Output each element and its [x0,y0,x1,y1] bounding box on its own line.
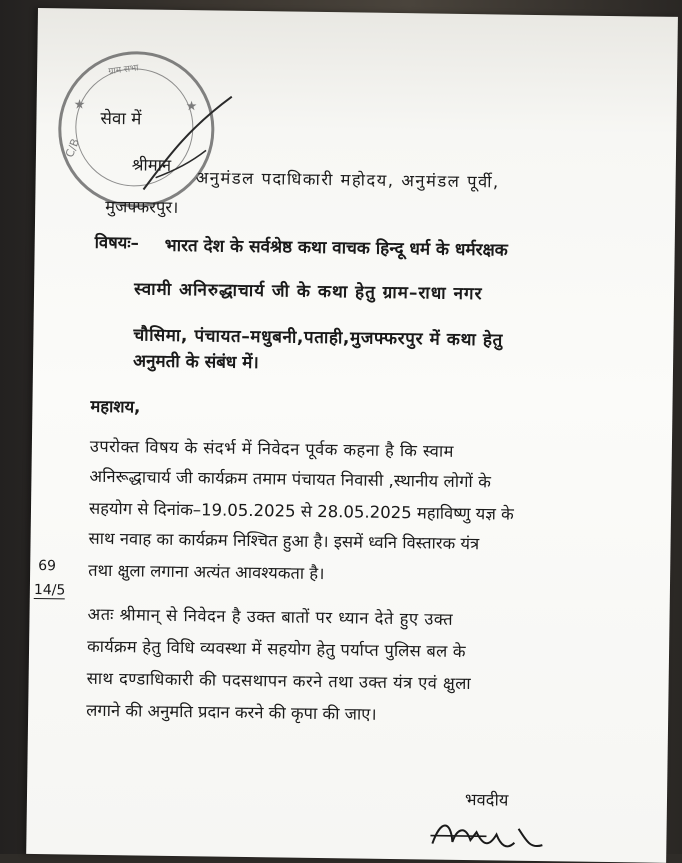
stamp-star-icon: ★ [185,99,198,115]
stamp-star-icon: ★ [73,97,86,113]
stamp-side-text: C/B [63,136,82,160]
signature [426,814,557,862]
closing-bhavdiya: भवदीय [464,790,509,810]
addressee-line-1: अनुमंडल पदाधिकारी महोदय, अनुमंडल पूर्वी, [195,168,500,192]
handwritten-seva-me: सेवा में [100,108,142,130]
para2-line-4: लगाने की अनुमति प्रदान करने की कृपा की जाए। [86,700,377,724]
subject-label: विषयः– [94,232,140,253]
para1-line-3: सहयोग से दिनांक–19.05.2025 से 28.05.2025 महाविष्णु यज्ञ के [88,498,514,524]
margin-note-number: 69 [38,558,57,575]
para1-line-2: अनिरूद्धाचार्य जी कार्यक्रम तमाम पंचायत निवासी ,स्थानीय लोगों के [89,466,492,492]
para1-line-5: तथा क्षुला लगाना अत्यंत आवश्यकता है। [88,560,325,584]
subject-line-3: चौसिमा, पंचायत–मधुबनी,पताही,मुजफ्फरपुर में कथा हेतु [133,325,503,351]
addressee-prefix: श्रीमान [131,155,172,175]
addressee-line-2: मुजफ्फरपुर। [105,196,179,217]
subject-line-1: भारत देश के सर्वश्रेष्ठ कथा वाचक हिन्दू धर्म के धर्मरक्षक [164,235,508,261]
letter-page [26,8,678,863]
subject-line-4: अनुमती के संबंध में। [132,351,259,374]
para2-line-2: कार्यक्रम हेतु विधि व्यवस्था में सहयोग हेतु पर्याप्त पुलिस बल के [86,636,466,662]
margin-note-date: 14/5 [33,581,66,599]
para2-line-1: अतः श्रीमान् से निवेदन है उक्त बातों पर ध्यान देते हुए उक्त [87,604,454,629]
stamp-top-text: ग्राम सभा [107,63,140,78]
para2-line-3: साथ दण्डाधिकारी की पदसथापन करने तथा उक्त यंत्र एवं क्षुला [86,668,472,694]
para1-line-4: साथ नवाह का कार्यक्रम निश्चित हुआ है। इसमें ध्वनि विस्तारक यंत्र [88,528,480,554]
subject-line-2: स्वामी अनिरुद्धाचार्य जी के कथा हेतु ग्राम–राधा नगर [133,279,483,305]
salutation: महाशय, [90,396,141,417]
para1-line-1: उपरोक्त विषय के संदर्भ में निवेदन पूर्वक कहना है कि स्वाम [89,436,454,461]
